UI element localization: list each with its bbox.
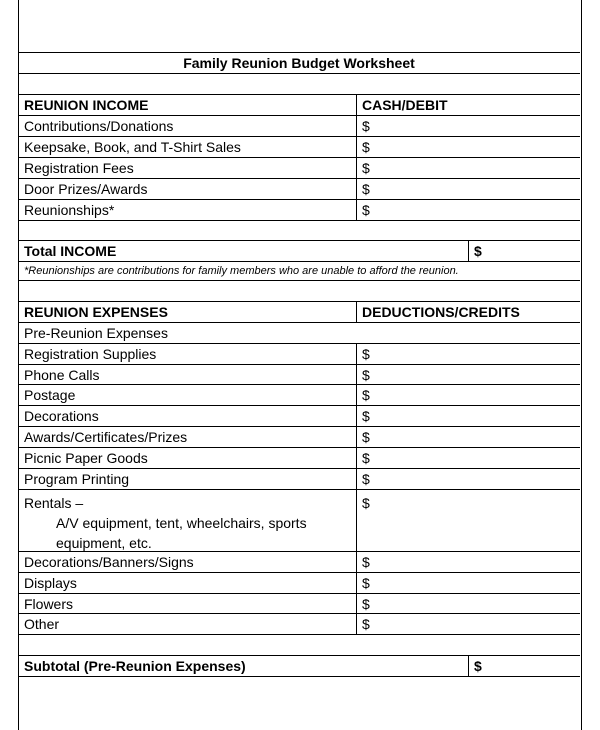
rentals-detail-line2: equipment, etc.: [56, 535, 152, 551]
footnote-row: [18, 261, 580, 280]
subtotal-amount: $: [474, 658, 482, 674]
column-divider: [356, 179, 357, 199]
rentals-detail-line1: A/V equipment, tent, wheelchairs, sports: [56, 515, 307, 531]
expense-amount: $: [362, 346, 370, 362]
expense-amount: $: [362, 366, 370, 383]
expenses-header: REUNION EXPENSES: [24, 304, 168, 320]
rentals-amount: $: [362, 495, 370, 511]
expense-amount: $: [362, 471, 370, 487]
column-divider: [356, 137, 357, 157]
column-divider: [356, 573, 357, 593]
column-divider: [356, 200, 357, 220]
column-divider: [468, 656, 469, 676]
expense-amount: $: [362, 616, 370, 632]
expense-label: Decorations: [24, 408, 99, 424]
column-divider: [356, 552, 357, 572]
expense-row: [18, 468, 580, 489]
subtotal-label: Subtotal (Pre-Reunion Expenses): [24, 658, 246, 674]
expense-row: [18, 426, 580, 447]
expense-label: Awards/Certificates/Prizes: [24, 429, 188, 445]
column-divider: [356, 469, 357, 489]
blank-row: [18, 73, 580, 94]
expenses-header-row: [18, 301, 580, 322]
income-label: Contributions/Donations: [24, 118, 174, 134]
blank-row: [18, 220, 580, 240]
expense-amount: $: [362, 595, 370, 612]
expense-row: [18, 343, 580, 364]
worksheet-title: Family Reunion Budget Worksheet: [183, 55, 415, 71]
column-divider: [356, 490, 357, 551]
rentals-label: Rentals –: [24, 495, 84, 511]
expense-row: [18, 405, 580, 426]
expense-amount: $: [362, 575, 370, 591]
income-row: [18, 199, 580, 220]
income-amount: $: [362, 139, 370, 155]
income-row: [18, 178, 580, 199]
expense-row: [18, 364, 580, 384]
column-divider: [356, 614, 357, 634]
blank-row: [18, 280, 580, 301]
expense-label: Picnic Paper Goods: [24, 450, 148, 466]
reunionships-footnote: *Reunionships are contributions for family members who are unable to afford the reunion.: [24, 265, 459, 277]
expense-amount: $: [362, 408, 370, 424]
expense-row: [18, 613, 580, 634]
expense-row: [18, 593, 580, 613]
rentals-row: [18, 489, 580, 551]
expense-amount: $: [362, 554, 370, 570]
income-label: Door Prizes/Awards: [24, 181, 148, 197]
income-amount: $: [362, 181, 370, 197]
title-row: [18, 52, 580, 73]
column-divider: [356, 116, 357, 136]
blank-row: [18, 634, 580, 655]
income-amount: $: [362, 160, 370, 176]
expense-label: Decorations/Banners/Signs: [24, 554, 194, 570]
rentals-cell: [24, 490, 307, 551]
income-row: [18, 115, 580, 136]
income-label: Keepsake, Book, and T-Shirt Sales: [24, 139, 241, 155]
column-divider: [356, 448, 357, 468]
pre-reunion-subheader: Pre-Reunion Expenses: [24, 325, 168, 341]
total-income-row: [18, 240, 580, 261]
income-row: [18, 136, 580, 157]
expense-amount: $: [362, 429, 370, 445]
total-income-label: Total INCOME: [24, 243, 117, 259]
column-divider: [468, 241, 469, 261]
cash-debit-header: CASH/DEBIT: [362, 97, 448, 113]
column-divider: [356, 427, 357, 447]
expense-label: Displays: [24, 575, 77, 591]
income-amount: $: [362, 118, 370, 134]
expense-row: [18, 447, 580, 468]
deductions-credits-header: DEDUCTIONS/CREDITS: [362, 304, 520, 320]
income-row: [18, 157, 580, 178]
expense-label: Registration Supplies: [24, 346, 157, 362]
expense-row: [18, 572, 580, 593]
expense-row: [18, 551, 580, 572]
expense-label: Flowers: [24, 595, 74, 612]
expense-label: Phone Calls: [24, 366, 100, 383]
expense-row: [18, 384, 580, 405]
column-divider: [356, 406, 357, 426]
expense-label: Other: [24, 616, 60, 632]
income-header: REUNION INCOME: [24, 97, 149, 113]
total-income-amount: $: [474, 243, 482, 259]
income-label: Reunionships*: [24, 202, 115, 218]
column-divider: [356, 344, 357, 364]
column-divider: [356, 594, 357, 613]
column-divider: [356, 365, 357, 384]
column-divider: [356, 302, 357, 322]
column-divider: [356, 385, 357, 405]
income-label: Registration Fees: [24, 160, 134, 176]
income-header-row: [18, 94, 580, 115]
expense-amount: $: [362, 450, 370, 466]
income-amount: $: [362, 202, 370, 218]
subtotal-row: [18, 655, 580, 677]
expense-amount: $: [362, 387, 370, 403]
expense-label: Postage: [24, 387, 76, 403]
expense-label: Program Printing: [24, 471, 130, 487]
pre-reunion-row: [18, 322, 580, 343]
column-divider: [356, 95, 357, 115]
column-divider: [356, 158, 357, 178]
